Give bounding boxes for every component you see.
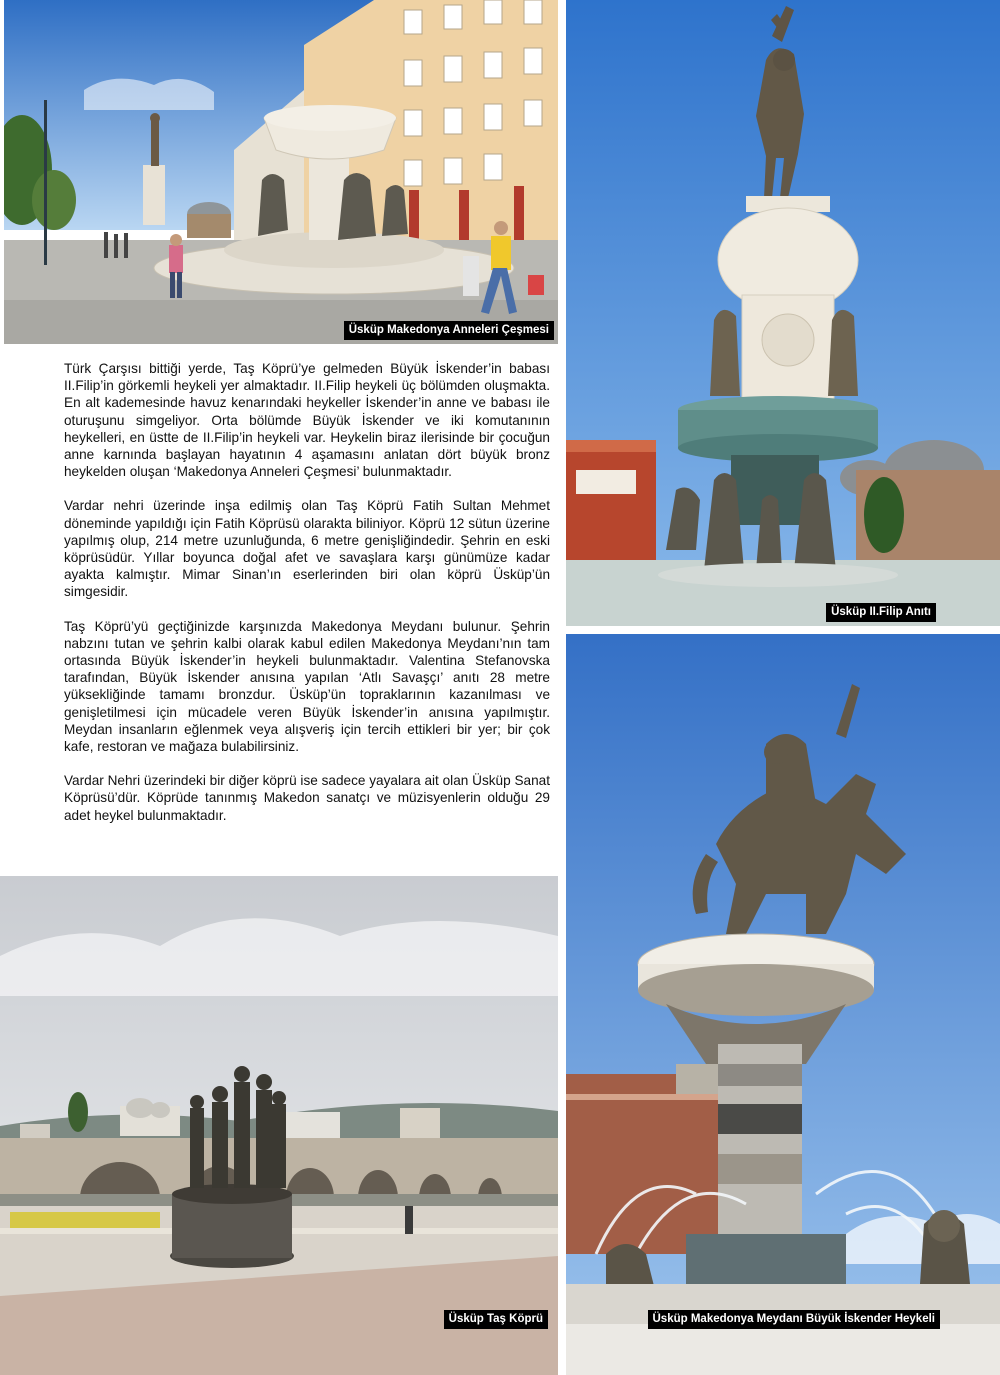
article-paragraph-1: Türk Çarşısı bittiği yerde, Taş Köprü’ye gelmeden Büyük İskender’in babası II.Filip’in görkemli heykeli yer almaktadır. II.Filip heykeli üç bölümden oluşmakta. En alt kademesinde havuz kenarındaki heykeller İskender’in anne ve babası ile oturuşunu simgeliyor. Orta bölümde Büyük İskender ve iki komutanının heykelleri, en üstte de II.Filip’in heykeli var. Heykelin biraz ilerisinde bir çocuğun anne karnında başlayan hayatının 4 aşamasını anlatan dört büyük bronz heykelden oluşan ‘Makedonya Anneleri Çeşmesi’ bulunmaktadır. [64, 361, 550, 480]
photo-caption: Üsküp Makedonya Meydanı Büyük İskender Heykeli [648, 1310, 941, 1329]
stone-bridge-image [0, 876, 558, 1375]
article-paragraph-4: Vardar Nehri üzerindeki bir diğer köprü ise sadece yayalara ait olan Üsküp Sanat Köprüsü’dür. Köprüde tanınmış Makedon sanatçı ve müzisyenlerin olduğu 29 adet heykel bulunmaktadır. [64, 773, 550, 823]
stone-bridge-photo [0, 876, 558, 1375]
photo-caption: Üsküp Makedonya Anneleri Çeşmesi [344, 321, 554, 340]
alexander-statue-image [566, 634, 1000, 1375]
mothers-fountain-image [4, 0, 558, 344]
photo-caption: Üsküp II.Filip Anıtı [826, 603, 936, 622]
philip-monument-photo [566, 0, 1000, 626]
philip-monument-image [566, 0, 1000, 626]
alexander-statue-photo [566, 634, 1000, 1375]
article-paragraph-3: Taş Köprü’yü geçtiğinizde karşınızda Makedonya Meydanı bulunur. Şehrin nabzını tutan ve şehrin kalbi olarak kabul edilen Makedonya Meydanı’nın tam ortasında Büyük İskender’in heykeli bulunmaktadır. Valentina Stefanovska tarafından, Büyük İskender anısına yapılan ‘Atlı Savaşçı’ anıtı 28 metre yüksekliğinde tamamı bronzdur. Üsküp’ün topraklarının kazanılması ve genişletilmesi için mücadele veren Büyük İskender’in anısına yapılmıştır. Meydan insanların eğlenmek veya alışveriş için tercih ettikleri bir yer; bir çok kafe, restoran ve mağaza bulabilirsiniz. [64, 618, 550, 755]
mothers-fountain-photo [4, 0, 558, 344]
article-body [64, 360, 550, 841]
photo-caption: Üsküp Taş Köprü [444, 1310, 548, 1329]
article-paragraph-2: Vardar nehri üzerinde inşa edilmiş olan Taş Köprü Fatih Sultan Mehmet döneminde yapıldığı için Fatih Köprüsü olarakta biliniyor. Köprü 12 sütun üzerine yapılmış olup, 214 metre uzunluğunda, 6 metre genişliğindedir. Şehrin en eski köprüsüdür. Yıllar boyunca doğal afet ve savaşlara karşı günümüze kadar ayakta kalmıştır. Mimar Sinan’ın eserlerinden biri olan köprü Üsküp’ün simgesidir. [64, 498, 550, 600]
